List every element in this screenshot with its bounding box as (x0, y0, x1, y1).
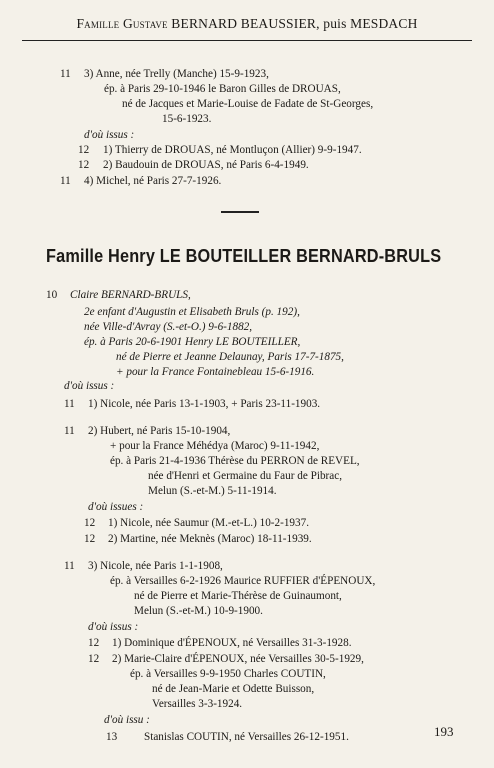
entry-line: né de Jean-Marie et Odette Buisson, (152, 683, 315, 695)
entry-line: ép. à Versailles 6-2-1926 Maurice RUFFIER d'ÉPENOUX, (110, 575, 376, 587)
entry-line: + pour la France Fontainebleau 15-6-1916. (116, 366, 315, 378)
generation-number: 11 (60, 68, 71, 80)
page-number: 193 (434, 724, 454, 739)
header-rule (22, 40, 472, 41)
generation-number: 12 (78, 159, 90, 171)
generation-number: 12 (78, 144, 90, 156)
entry-line: Melun (S.-et-M.) 5-11-1914. (148, 485, 277, 497)
header-family-name: BERNARD BEAUSSIER, puis MESDACH (171, 16, 418, 31)
issue-label: d'où issu : (104, 714, 150, 726)
running-header (22, 16, 472, 32)
entry-line: 4) Michel, né Paris 27-7-1926. (84, 175, 222, 187)
entry-line: 2) Martine, née Meknès (Maroc) 18-11-1939. (108, 533, 312, 545)
generation-number: 12 (88, 637, 100, 649)
entry-line: Claire BERNARD-BRULS, (70, 289, 191, 301)
entry-line: 2) Hubert, né Paris 15-10-1904, (88, 425, 231, 437)
entry-line: née d'Henri et Germaine du Faur de Pibrac, (148, 470, 342, 482)
generation-number: 13 (106, 731, 118, 743)
entry-line: 3) Anne, née Trelly (Manche) 15-9-1923, (84, 68, 269, 80)
entry-line: ép. à Paris 29-10-1946 le Baron Gilles de DROUAS, (104, 83, 341, 95)
entry-line: 2) Baudouin de DROUAS, né Paris 6-4-1949. (103, 159, 309, 171)
entry-line: 15-6-1923. (162, 113, 212, 125)
issue-label: d'où issues : (88, 501, 144, 513)
generation-number: 12 (88, 653, 100, 665)
issue-label: d'où issus : (84, 129, 135, 141)
entry-line: Versailles 3-3-1924. (152, 698, 243, 710)
entry-line: 2) Marie-Claire d'ÉPENOUX, née Versailles 30-5-1929, (112, 653, 364, 665)
entry-line: née Ville-d'Avray (S.-et-O.) 9-6-1882, (84, 321, 253, 333)
issue-label: d'où issus : (88, 621, 139, 633)
generation-number: 12 (84, 533, 96, 545)
generation-number: 11 (64, 398, 75, 410)
entry-line: 3) Nicole, née Paris 1-1-1908, (88, 560, 223, 572)
entry-line: 1) Thierry de DROUAS, né Montluçon (Allier) 9-9-1947. (103, 144, 362, 156)
entry-line: 2e enfant d'Augustin et Elisabeth Bruls (p. 192), (84, 306, 300, 318)
section-separator (221, 211, 259, 213)
entry-line: + pour la France Méhédya (Maroc) 9-11-1942, (110, 440, 320, 452)
entry-line: 1) Dominique d'ÉPENOUX, né Versailles 31-3-1928. (112, 637, 352, 649)
entry-line: né de Jacques et Marie-Louise de Fadate de St-Georges, (122, 98, 374, 110)
entry-line: Stanislas COUTIN, né Versailles 26-12-1951. (144, 731, 349, 743)
entry-line: Melun (S.-et-M.) 10-9-1900. (134, 605, 263, 617)
entry-line: ép. à Paris 20-6-1901 Henry LE BOUTEILLER, (84, 336, 301, 348)
generation-number: 11 (60, 175, 71, 187)
entry-line: ép. à Versailles 9-9-1950 Charles COUTIN, (130, 668, 326, 680)
generation-number: 10 (46, 289, 58, 301)
generation-number: 12 (84, 517, 96, 529)
entry-line: 1) Nicole, née Paris 13-1-1903, + Paris 23-11-1903. (88, 398, 321, 410)
entry-line: né de Pierre et Jeanne Delaunay, Paris 17-7-1875, (116, 351, 344, 363)
generation-number: 11 (64, 560, 75, 572)
header-prefix: Famille Gustave (76, 16, 168, 31)
entry-line: ép. à Paris 21-4-1936 Thérèse du PERRON de REVEL, (110, 455, 360, 467)
family-section-title: Famille Henry LE BOUTEILLER BERNARD-BRULS (46, 245, 442, 266)
entry-line: né de Pierre et Marie-Thérèse de Guinaumont, (134, 590, 342, 602)
generation-number: 11 (64, 425, 75, 437)
issue-label: d'où issus : (64, 380, 115, 392)
entry-line: 1) Nicole, née Saumur (M.-et-L.) 10-2-1937. (108, 517, 310, 529)
